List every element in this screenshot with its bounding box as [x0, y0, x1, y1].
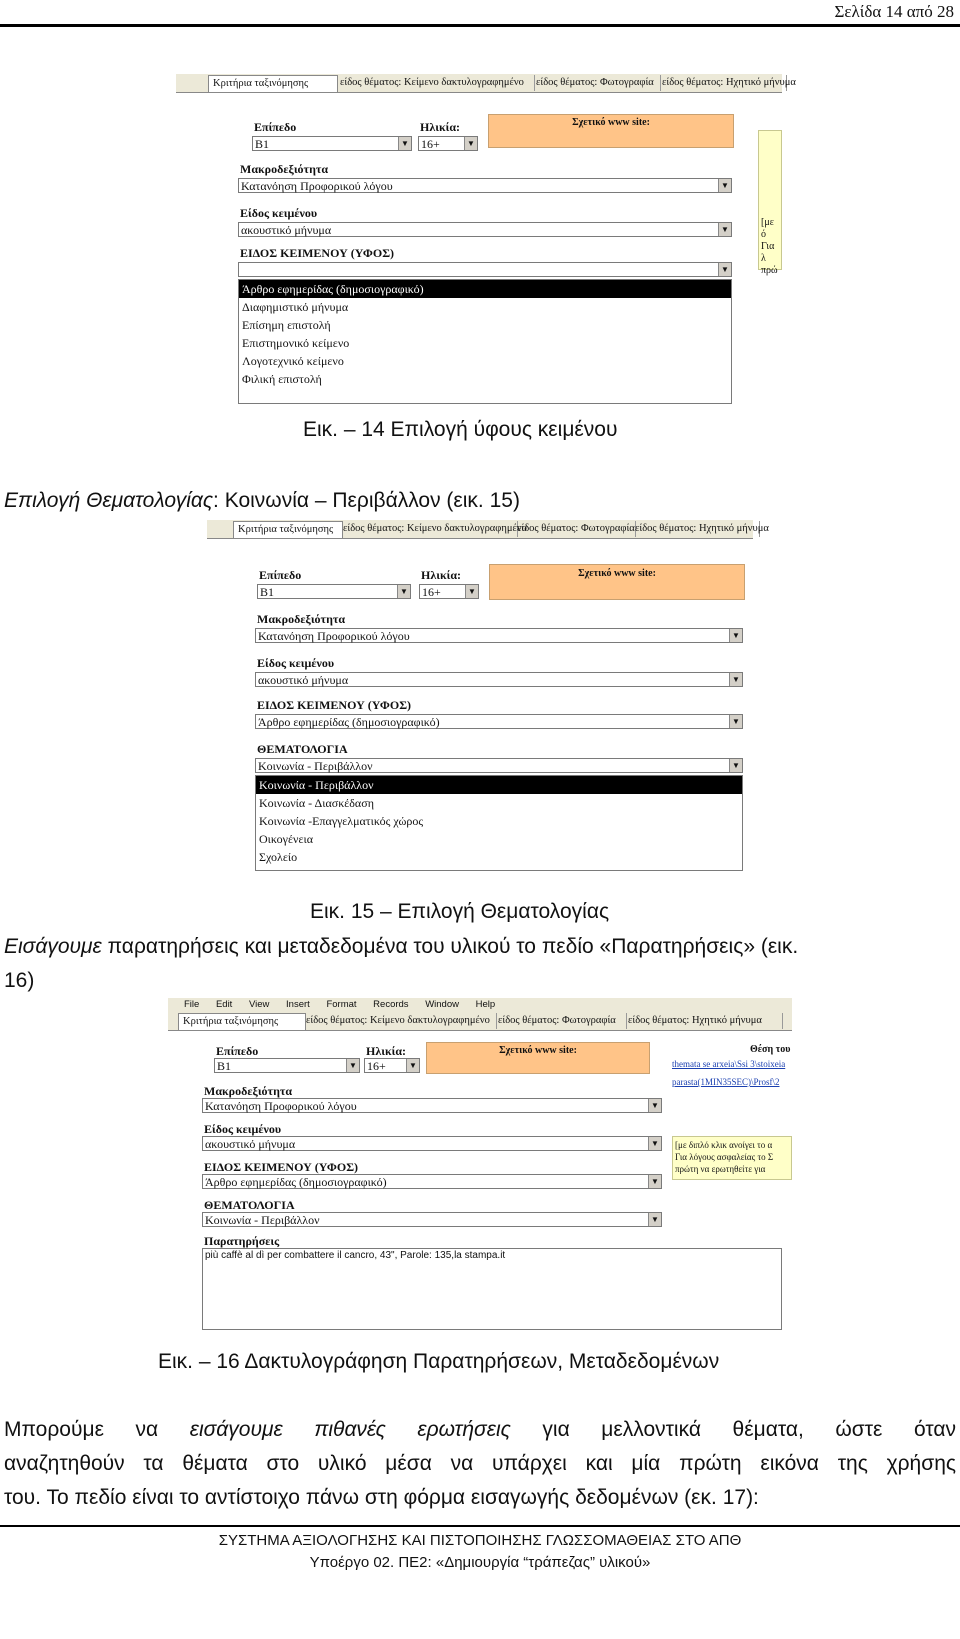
style-select[interactable] [202, 1174, 662, 1189]
header-rule [0, 24, 960, 27]
footer-rule [0, 1525, 960, 1527]
age-label: Ηλικία: [366, 1044, 407, 1058]
menu-insert[interactable]: Insert [286, 999, 310, 1010]
theme-option[interactable]: Κοινωνία - Περιβάλλον [256, 776, 742, 794]
style-select[interactable] [238, 262, 732, 277]
macro-value: Κατανόηση Προφορικού λόγου [205, 1099, 357, 1113]
tab-criteria[interactable]: Κριτήρια ταξινόμησης [208, 75, 338, 92]
type-label: Είδος κειμένου [257, 656, 335, 670]
side-note-line: Για λόγους ασφαλείας το Σ [675, 1152, 774, 1162]
tab-photo[interactable]: είδος θέματος: Φωτογραφία [513, 521, 636, 537]
tab-audio[interactable]: είδος θέματος: Ηχητικό μήνυμα [624, 1013, 783, 1029]
chevron-down-icon[interactable]: ▼ [718, 223, 731, 236]
macro-select[interactable] [255, 628, 743, 643]
tab-photo[interactable]: είδος θέματος: Φωτογραφία [494, 1013, 627, 1029]
tab-typed-text[interactable]: είδος θέματος: Κείμενο δακτυλογραφημένο [339, 521, 518, 537]
side-note-line: Για λ [761, 241, 775, 264]
age-label: Ηλικία: [420, 120, 461, 134]
intro-15-rest: : Κοινωνία – Περιβάλλον (εικ. 15) [213, 489, 520, 512]
age-select[interactable] [418, 136, 478, 151]
chevron-down-icon[interactable]: ▼ [465, 585, 478, 598]
style-option[interactable]: Επίσημη επιστολή [242, 318, 331, 332]
chevron-down-icon[interactable]: ▼ [648, 1137, 661, 1150]
closing-text: Μπορούμε να [4, 1418, 190, 1441]
site-field[interactable] [488, 114, 734, 148]
intro-16-italic: Εισάγουμε [4, 935, 102, 958]
level-label: Επίπεδο [216, 1044, 259, 1058]
side-note-box [672, 1136, 792, 1180]
style-value: Άρθρο εφημερίδας (δημοσιογραφικό) [205, 1175, 387, 1189]
type-value: ακουστικό μήνυμα [205, 1137, 296, 1151]
age-value: 16+ [422, 585, 441, 599]
side-note-line: [με ό [761, 217, 774, 240]
type-select[interactable] [255, 672, 743, 687]
age-value: 16+ [367, 1059, 386, 1073]
level-value: B1 [260, 585, 275, 599]
side-note-line: πρώτη να ερωτηθείτε για [675, 1164, 766, 1174]
type-value: ακουστικό μήνυμα [241, 223, 332, 237]
page-header [0, 0, 960, 24]
theme-label: ΘΕΜΑΤΟΛΟΓΙΑ [204, 1198, 295, 1212]
menu-bar [168, 998, 792, 1012]
side-note-line: [με διπλό κλικ ανοίγει το α [675, 1140, 773, 1150]
style-option[interactable]: Επιστημονικό κείμενο [242, 336, 350, 350]
footer-line-2: Υποέργο 02. ΠΕ2: «Δημιουργία “τράπεζας” υλικού» [309, 1554, 651, 1571]
theme-select[interactable] [255, 758, 743, 773]
style-option[interactable]: Φιλική επιστολή [242, 372, 322, 386]
chevron-down-icon[interactable]: ▼ [729, 715, 742, 728]
figure-14-caption: Εικ. – 14 Επιλογή ύφους κειμένου [303, 418, 618, 441]
macro-value: Κατανόηση Προφορικού λόγου [241, 179, 393, 193]
theme-option[interactable]: Οικογένεια [259, 832, 313, 846]
side-note-box [758, 130, 782, 276]
style-label: ΕΙΔΟΣ ΚΕΙΜΕΝΟΥ (ΥΦΟΣ) [240, 246, 395, 260]
chevron-down-icon[interactable]: ▼ [648, 1099, 661, 1112]
level-value: B1 [255, 137, 270, 151]
tab-bar [168, 1012, 792, 1031]
chevron-down-icon[interactable]: ▼ [397, 585, 410, 598]
chevron-down-icon[interactable]: ▼ [648, 1213, 661, 1226]
closing-line-2: αναζητηθούν τα θέματα στο υλικό μέσα να υπάρχει και μία πρώτη εικόνα της χρήσης [4, 1452, 956, 1475]
style-value: Άρθρο εφημερίδας (δημοσιογραφικό) [258, 715, 440, 729]
type-label: Είδος κειμένου [204, 1122, 282, 1136]
notes-textarea[interactable] [202, 1248, 782, 1330]
file-location-line[interactable]: themata se arxeia\Ssi 3\stoixeia [672, 1059, 786, 1069]
tab-criteria[interactable]: Κριτήρια ταξινόμησης [178, 1013, 306, 1030]
menu-format[interactable]: Format [326, 999, 357, 1010]
theme-dropdown-list [255, 775, 743, 871]
tab-photo[interactable]: είδος θέματος: Φωτογραφία [532, 75, 661, 91]
macro-value: Κατανόηση Προφορικού λόγου [258, 629, 410, 643]
theme-option[interactable]: Κοινωνία -Επαγγελματικός χώρος [259, 814, 424, 828]
tab-criteria[interactable]: Κριτήρια ταξινόμησης [233, 521, 343, 538]
level-label: Επίπεδο [259, 568, 302, 582]
figure-16-caption: Εικ. – 16 Δακτυλογράφηση Παρατηρήσεων, Μεταδεδομένων [158, 1350, 720, 1373]
chevron-down-icon[interactable]: ▼ [718, 263, 731, 276]
age-value: 16+ [421, 137, 440, 151]
intro-16-rest: παρατηρήσεις και μεταδεδομένα του υλικού το πεδίο «Παρατηρήσεις» (εικ. [101, 935, 799, 958]
figure-15-caption: Εικ. 15 – Επιλογή Θεματολογίας [310, 900, 610, 923]
tab-bar [207, 520, 769, 539]
style-label: ΕΙΔΟΣ ΚΕΙΜΕΝΟΥ (ΥΦΟΣ) [257, 698, 412, 712]
chevron-down-icon[interactable]: ▼ [729, 629, 742, 642]
age-select[interactable] [364, 1058, 420, 1073]
style-option[interactable]: Άρθρο εφημερίδας (δημοσιογραφικό) [239, 280, 731, 298]
notes-value: più caffè al dì per combattere il cancro, 43", Parole: 135,la stampa.it [205, 1250, 506, 1261]
style-label: ΕΙΔΟΣ ΚΕΙΜΕΝΟΥ (ΥΦΟΣ) [204, 1160, 359, 1174]
macro-label: Μακροδεξιότητα [240, 162, 329, 176]
file-location-label: Θέση του [750, 1044, 791, 1055]
age-label: Ηλικία: [421, 568, 462, 582]
style-option[interactable]: Λογοτεχνικό κείμενο [242, 354, 344, 368]
style-option[interactable]: Διαφημιστικό μήνυμα [242, 300, 349, 314]
theme-value: Κοινωνία - Περιβάλλον [258, 759, 373, 773]
side-note-line: πρώ [761, 265, 778, 276]
type-value: ακουστικό μήνυμα [258, 673, 349, 687]
closing-line-3: του. Το πεδίο είναι το αντίστοιχο πάνω στη φόρμα εισαγωγής δεδομένων (εκ. 17): [4, 1486, 759, 1509]
tab-typed-text[interactable]: είδος θέματος: Κείμενο δακτυλογραφημένο [336, 75, 535, 91]
macro-label: Μακροδεξιότητα [257, 612, 346, 626]
chevron-down-icon[interactable]: ▼ [464, 137, 477, 150]
theme-label: ΘΕΜΑΤΟΛΟΓΙΑ [257, 742, 348, 756]
menu-file[interactable]: File [184, 999, 200, 1010]
menu-help[interactable]: Help [475, 999, 496, 1010]
theme-value: Κοινωνία - Περιβάλλον [205, 1213, 320, 1227]
chevron-down-icon[interactable]: ▼ [718, 179, 731, 192]
type-select[interactable] [202, 1136, 662, 1151]
level-select[interactable] [252, 136, 412, 151]
intro-15-italic: Επιλογή Θεματολογίας [4, 489, 214, 512]
level-select[interactable] [214, 1058, 360, 1073]
menu-window[interactable]: Window [425, 999, 459, 1010]
style-dropdown-list [238, 279, 732, 404]
chevron-down-icon[interactable]: ▼ [406, 1059, 419, 1072]
chevron-down-icon[interactable]: ▼ [398, 137, 411, 150]
closing-line-1 [4, 1413, 956, 1447]
figure-16-screenshot [168, 998, 792, 1342]
tab-bar [176, 74, 796, 93]
type-label: Είδος κειμένου [240, 206, 318, 220]
intro-16-line2: 16) [4, 969, 35, 992]
intro-16 [4, 930, 798, 964]
theme-option[interactable]: Σχολείο [259, 850, 298, 864]
chevron-down-icon[interactable]: ▼ [346, 1059, 359, 1072]
tab-audio[interactable]: είδος θέματος: Ηχητικό μήνυμα [631, 521, 760, 537]
site-field[interactable] [426, 1042, 650, 1074]
closing-text: για μελλοντικά θέματα, ώστε όταν [510, 1418, 957, 1441]
macro-label: Μακροδεξιότητα [204, 1084, 293, 1098]
figure-14-screenshot [176, 74, 796, 412]
level-value: B1 [217, 1059, 232, 1073]
chevron-down-icon[interactable]: ▼ [729, 673, 742, 686]
intro-15 [4, 484, 520, 518]
menu-edit[interactable]: Edit [215, 999, 233, 1010]
theme-option[interactable]: Κοινωνία - Διασκέδαση [259, 796, 374, 810]
age-select[interactable] [419, 584, 479, 599]
macro-select[interactable] [202, 1098, 662, 1113]
site-field[interactable] [489, 564, 745, 600]
file-location-line[interactable]: parasta(1MIN35SEC)\Prosf\2 [672, 1077, 780, 1087]
theme-select[interactable] [202, 1212, 662, 1227]
level-label: Επίπεδο [254, 120, 297, 134]
menu-view[interactable]: View [248, 999, 270, 1010]
macro-select[interactable] [238, 178, 732, 193]
chevron-down-icon[interactable]: ▼ [729, 759, 742, 772]
chevron-down-icon[interactable]: ▼ [648, 1175, 661, 1188]
tab-audio[interactable]: είδος θέματος: Ηχητικό μήνυμα [658, 75, 787, 91]
closing-italic: εισάγουμε πιθανές ερωτήσεις [189, 1418, 511, 1441]
site-label: Σχετικό www site: [572, 117, 650, 128]
page-number: Σελίδα 14 από 28 [834, 2, 954, 21]
notes-label: Παρατηρήσεις [204, 1234, 280, 1248]
page-footer [0, 1530, 960, 1574]
type-select[interactable] [238, 222, 732, 237]
tab-typed-text[interactable]: είδος θέματος: Κείμενο δακτυλογραφημένο [302, 1013, 497, 1029]
menu-records[interactable]: Records [373, 999, 409, 1010]
file-location-links[interactable] [672, 1058, 792, 1092]
figure-15-screenshot [207, 520, 769, 894]
level-select[interactable] [257, 584, 411, 599]
style-select[interactable] [255, 714, 743, 729]
site-label: Σχετικό www site: [578, 568, 656, 579]
footer-line-1: ΣΥΣΤΗΜΑ ΑΞΙΟΛΟΓΗΣΗΣ ΚΑΙ ΠΙΣΤΟΠΟΙΗΣΗΣ ΓΛΩΣΣΟΜΑΘΕΙΑΣ ΣΤΟ ΑΠΘ [218, 1532, 742, 1549]
site-label: Σχετικό www site: [499, 1045, 577, 1056]
